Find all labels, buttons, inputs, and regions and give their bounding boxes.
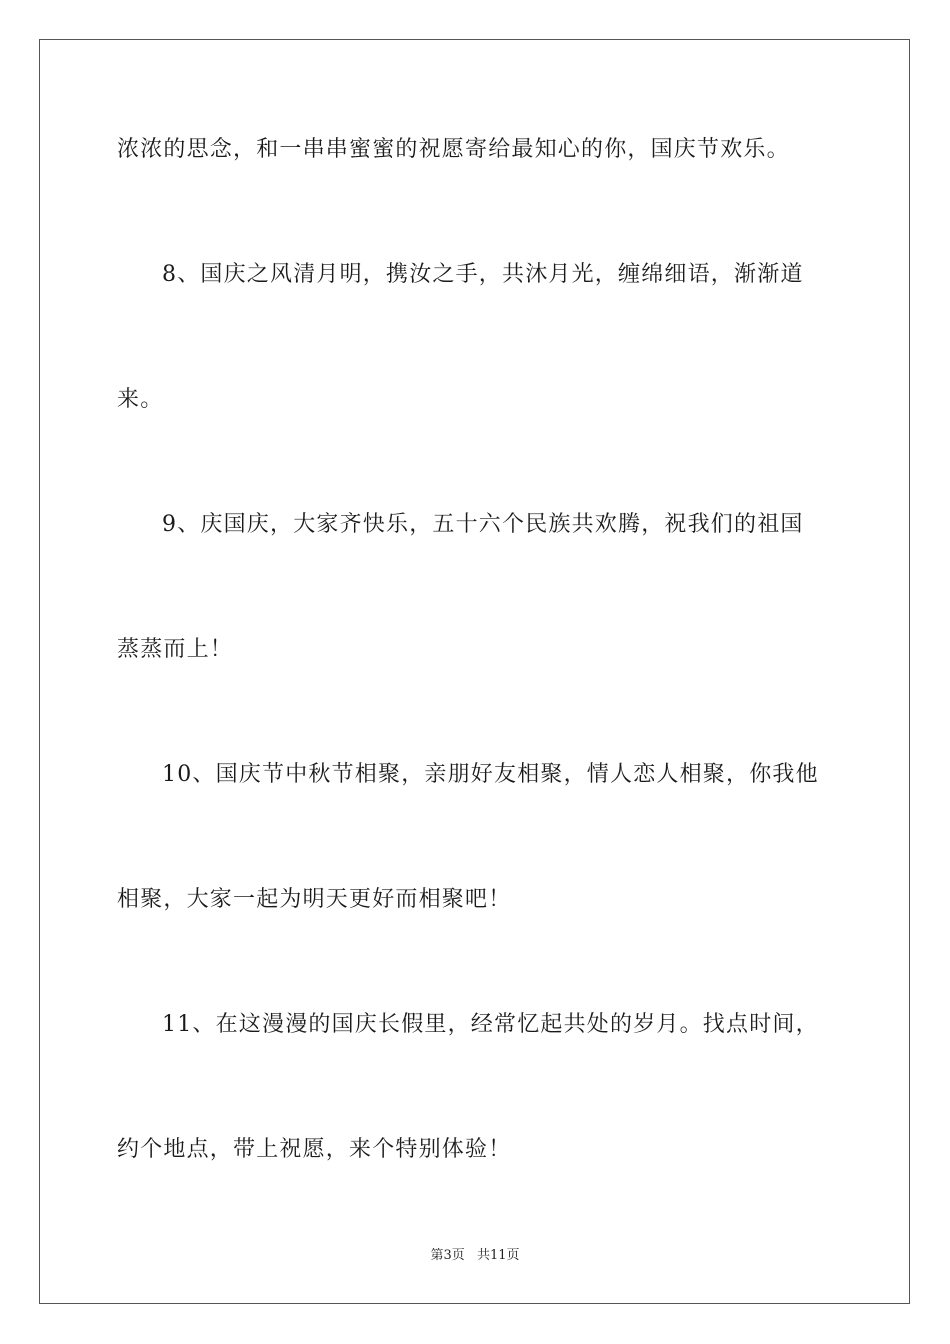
text-line-9: 约个地点，带上祝愿，来个特别体验！: [117, 1137, 512, 1162]
page-frame: [39, 39, 910, 1304]
text-line-1: 浓浓的思念，和一串串蜜蜜的祝愿寄给最知心的你，国庆节欢乐。: [117, 137, 790, 162]
text-line-3: 来。: [117, 387, 164, 412]
text-line-4: 9、庆国庆，大家齐快乐，五十六个民族共欢腾，祝我们的祖国: [162, 512, 804, 537]
page-number: 第3页: [430, 1248, 465, 1263]
page-total: 共11页: [476, 1248, 520, 1263]
page-footer: [0, 1247, 950, 1265]
text-line-6: 10、国庆节中秋节相聚，亲朋好友相聚，情人恋人相聚，你我他: [162, 762, 819, 787]
text-line-5: 蒸蒸而上！: [117, 637, 234, 662]
text-line-2: 8、国庆之风清月明，携汝之手，共沐月光，缠绵细语，渐渐道: [162, 262, 804, 287]
text-line-8: 11、在这漫漫的国庆长假里，经常忆起共处的岁月。找点时间，: [162, 1012, 819, 1037]
text-line-7: 相聚，大家一起为明天更好而相聚吧！: [117, 887, 512, 912]
